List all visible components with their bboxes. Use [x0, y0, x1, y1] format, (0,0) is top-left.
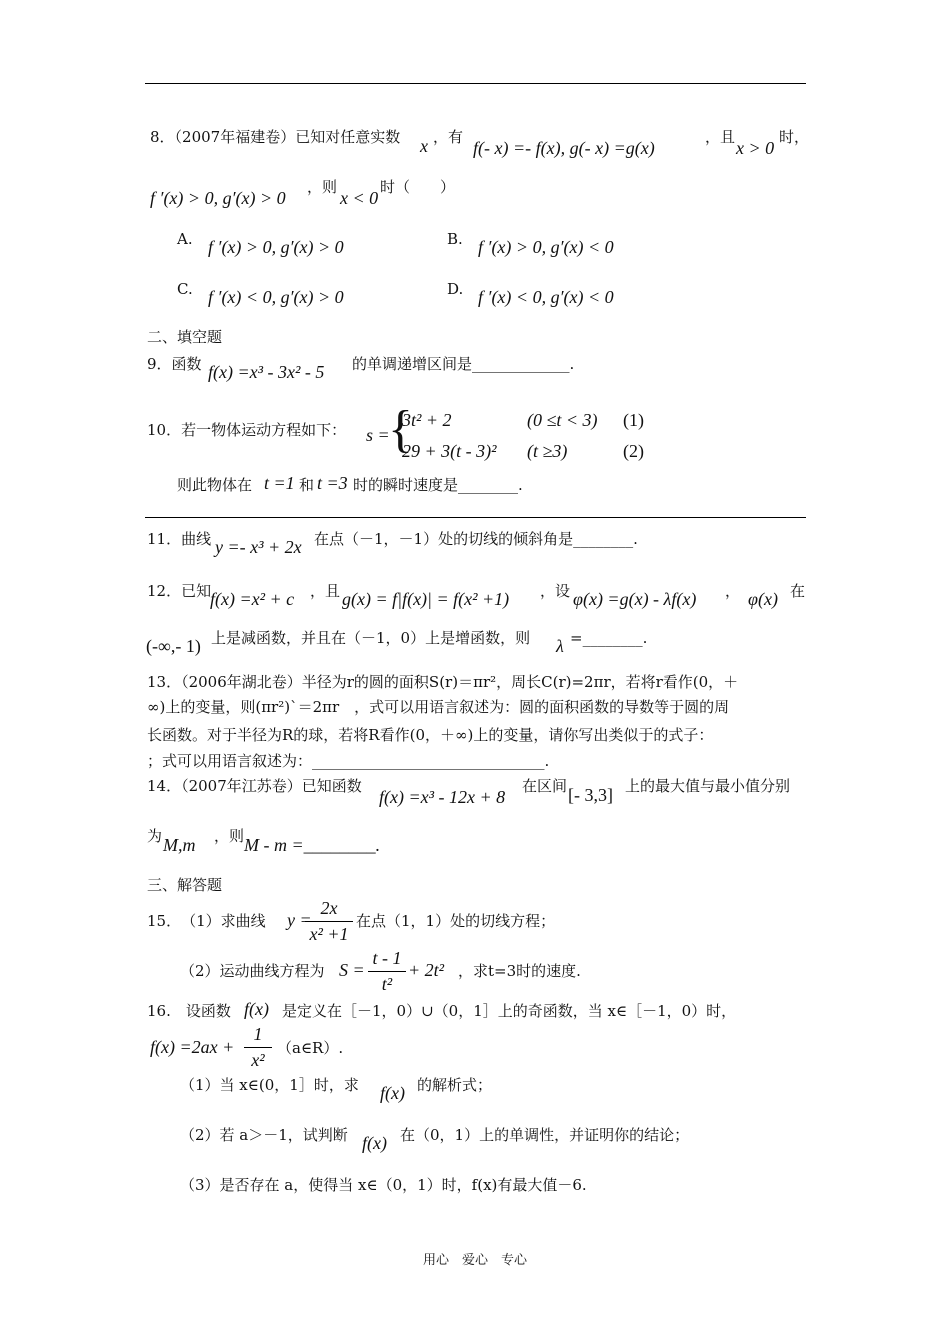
q16-part2-fx: f(x): [362, 1133, 387, 1153]
q16-line1-tail: 是定义在［－1，0）∪（0，1］上的奇函数，当 x∈［－1，0）时，: [282, 1002, 737, 1020]
q8-option-d-label: D.: [447, 280, 464, 298]
section-solutions-heading: 三、解答题: [147, 876, 223, 894]
q10-line2-a: 则此物体在: [177, 476, 253, 494]
q15-fraction-bar: [305, 921, 353, 922]
q12-g: g(x) = f|f(x)| = f(x² +1): [342, 589, 510, 609]
q8-shi2: 时（ ）: [380, 178, 456, 196]
q10-row2-num: (2): [623, 441, 644, 461]
q15-denominator: x² +1: [309, 924, 349, 944]
page-footer: 用心 爱心 专心: [422, 1253, 527, 1268]
q15-fraction: [305, 898, 353, 945]
q11-tail: 在点（－1，－1）处的切线的倾斜角是________.: [314, 530, 638, 548]
q12-mid: 上是减函数，并且在（－1，0）上是增函数，则: [211, 629, 531, 647]
q14-wei: 为: [147, 827, 163, 845]
q9-intro: 9．函数: [147, 355, 202, 373]
q16-part1-fx: f(x): [380, 1083, 405, 1103]
q15-numerator: 2x: [320, 898, 338, 918]
q8-option-a: f ′(x) > 0, g′(x) > 0: [208, 237, 344, 257]
q9-tail: 的单调递增区间是_____________.: [352, 355, 575, 373]
q15-plus: + 2t²: [408, 960, 445, 980]
top-rule: [145, 83, 806, 84]
q16-part1-b: 的解析式；: [417, 1076, 493, 1094]
q8-cond1: f(- x) =- f(x), g(- x) =g(x): [473, 138, 655, 158]
q15-numerator2: t - 1: [372, 948, 402, 968]
q10-row2-expr: 29 + 3(t - 3)²: [402, 441, 497, 461]
q14-diff: M - m =________.: [244, 835, 381, 855]
section-fill-in-heading: 二、填空题: [147, 328, 223, 346]
q8-x: x: [420, 136, 428, 156]
q11-intro: 11．曲线: [147, 530, 212, 548]
q8-option-a-label: A.: [177, 230, 193, 248]
q15-S: S =: [339, 960, 365, 980]
q10-line2-b: 时的瞬时速度是________.: [353, 476, 523, 494]
q14-mid: 在区间: [522, 777, 568, 795]
q11-formula: y =- x³ + 2x: [215, 537, 302, 557]
q8-option-d: f ′(x) < 0, g′(x) < 0: [478, 287, 614, 307]
q12-qie: ，且: [310, 582, 341, 600]
q15-fraction2-bar: [368, 971, 406, 972]
q16-fraction: [244, 1024, 272, 1071]
q10-row1-num: (1): [623, 410, 644, 430]
q15-tail1: 在点（1，1）处的切线方程；: [356, 912, 556, 930]
q16-cond: （a∈R）.: [277, 1039, 344, 1057]
q12-lambda: λ: [556, 636, 564, 656]
q16-denominator: x²: [251, 1050, 265, 1070]
q10-row1-cond: (0 ≤t < 3): [527, 410, 598, 430]
q10-t1: t =1: [264, 473, 295, 493]
separator-rule: [145, 517, 806, 518]
q16-part2-a: （2）若 a＞－1，试判断: [180, 1126, 348, 1144]
q16-fdef: f(x) =2ax +: [150, 1037, 235, 1057]
q12-phi2: φ(x): [748, 589, 778, 609]
q13-line3: 长函数。对于半径为R的球，若将R看作(0，＋∞)上的变量，请你写出类似于的式子：: [147, 726, 714, 744]
q12-she: ，设: [540, 582, 571, 600]
q8-xpos: x > 0: [736, 138, 775, 158]
q8-xneg: x < 0: [340, 188, 379, 208]
q8-intro: 8．（2007年福建卷）已知对任意实数: [150, 128, 401, 146]
q15-part2: （2）运动曲线方程为: [180, 962, 325, 980]
q16-part3: （3）是否存在 a，使得当 x∈（0，1）时，f(x)有最大值－6.: [180, 1176, 587, 1194]
q9-formula: f(x) =x³ - 3x² - 5: [208, 362, 325, 382]
q13-line1: 13．（2006年湖北卷）半径为r的圆的面积S(r)＝πr²，周长C(r)=2πr，若将r看作(0，＋: [147, 673, 739, 691]
q14-tail: 上的最大值与最小值分别: [625, 777, 791, 795]
q15-tail2: ，求t=3时的速度.: [458, 962, 581, 980]
q12-intro: 12．已知: [147, 582, 212, 600]
q16-part2-b: 在（0，1）上的单调性，并证明你的结论；: [400, 1126, 690, 1144]
q10-t3: t =3: [317, 473, 348, 493]
q8-option-c: f ′(x) < 0, g′(x) > 0: [208, 287, 344, 307]
q8-option-c-label: C.: [177, 280, 193, 298]
q15-fraction2: [368, 948, 406, 995]
q8-ze: ，则: [307, 178, 338, 196]
q10-he: 和: [299, 476, 315, 494]
q16-fx: f(x): [244, 999, 269, 1019]
q14-ze: ，则: [214, 827, 245, 845]
q15-intro: 15． （1）求曲线: [147, 912, 266, 930]
q14-intro: 14．（2007年江苏卷）已知函数: [147, 777, 362, 795]
q12-phi: φ(x) =g(x) - λf(x): [573, 589, 697, 609]
q14-Mm: M,m: [163, 835, 196, 855]
q10-row2-cond: (t ≥3): [527, 441, 568, 461]
q16-fraction-bar: [244, 1047, 272, 1048]
q12-interval: (-∞,- 1): [146, 636, 201, 656]
q12-eq: =________.: [570, 629, 648, 647]
q15-denominator2: t²: [381, 974, 393, 994]
q8-option-b-label: B.: [447, 230, 463, 248]
q12-comma: ，: [725, 582, 741, 600]
q8-option-b: f ′(x) > 0, g′(x) < 0: [478, 237, 614, 257]
q8-cond2: f ′(x) > 0, g′(x) > 0: [150, 188, 286, 208]
q16-intro: 16. 设函数: [147, 1002, 231, 1020]
q16-numerator: 1: [253, 1024, 263, 1044]
q16-part1-a: （1）当 x∈(0，1］时，求: [180, 1076, 359, 1094]
q12-zai: 在: [790, 582, 806, 600]
q8-qie: ，且: [705, 128, 736, 146]
q12-f: f(x) =x² + c: [210, 589, 295, 609]
q10-intro: 10．若一物体运动方程如下：: [147, 421, 347, 439]
q15-y: y =: [287, 910, 312, 930]
q10-s: s =: [366, 425, 390, 445]
q10-row1-expr: 3t² + 2: [402, 410, 452, 430]
q8-you: ，有: [433, 128, 464, 146]
q13-line2: ∞)上的变量，则(πr²)`＝2πr ，式可以用语言叙述为：圆的面积函数的导数等于圆的周: [147, 698, 730, 716]
q8-shi: 时，: [779, 128, 810, 146]
q10-brace: {: [388, 401, 413, 458]
q14-interval: [- 3,3]: [568, 785, 613, 805]
q14-formula: f(x) =x³ - 12x + 8: [379, 787, 506, 807]
q13-line4: ；式可以用语言叙述为：_______________________________.: [147, 752, 550, 770]
